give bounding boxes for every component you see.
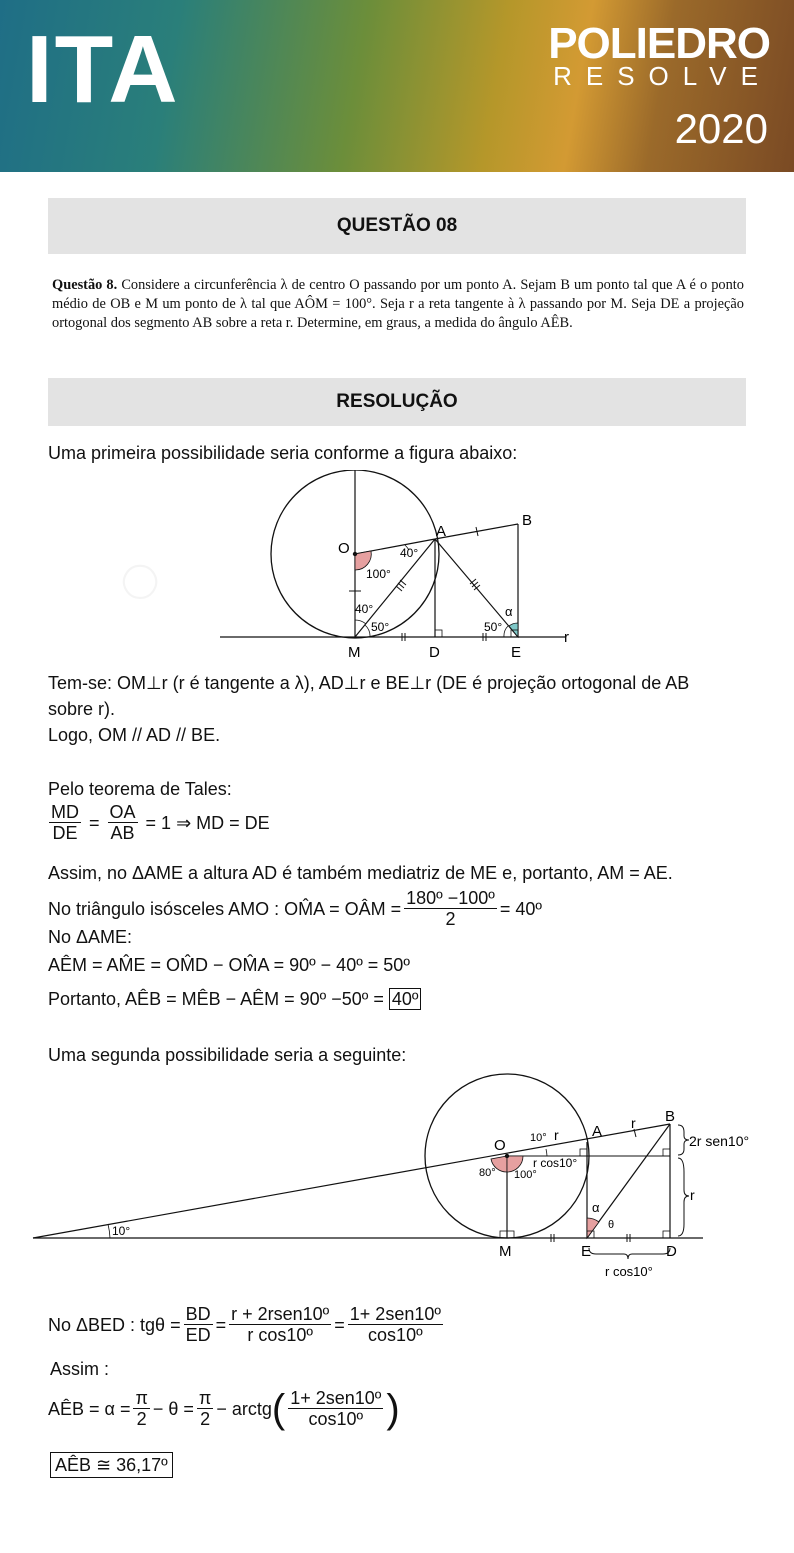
label-r: r bbox=[564, 629, 569, 646]
label-a: A bbox=[436, 523, 447, 540]
question-title: QUESTÃO 08 bbox=[336, 215, 458, 236]
part1-line4: Pelo teorema de Tales: bbox=[48, 779, 232, 799]
label-b: B bbox=[522, 512, 533, 529]
question-title-bar bbox=[48, 198, 746, 254]
part1-line5: Assim, no ΔAME a altura AD é também mediatriz de ME e, portanto, AM = AE. bbox=[48, 863, 673, 883]
brand-subtitle: RESOLVE bbox=[553, 61, 772, 91]
label2-100: 100° bbox=[514, 1169, 537, 1181]
label-alpha: α bbox=[505, 604, 513, 619]
label2-theta: θ bbox=[608, 1219, 615, 1231]
line-through-oab bbox=[33, 1124, 670, 1238]
part1-line7: No ΔAME: bbox=[48, 927, 133, 947]
statement-text: Considere a circunferência λ de centro O passando por um ponto A. Sejam B um ponto tal que A é o ponto médio de OB e M um ponto de λ tal que AÔM = 100°. Seja r a reta tangente à λ passando por M. Seja DE a projeção ortogonal dos segmento AB sobre a reta r. Determine, em graus, a medida do ângulo AÊB. bbox=[52, 277, 744, 331]
label2-rcos-b: r cos10° bbox=[605, 1264, 653, 1279]
label-d: D bbox=[429, 644, 440, 661]
figure-1 bbox=[220, 470, 590, 665]
part1-result: Portanto, AÊB = MÊB − AÊM = 90º −50º = 40º bbox=[48, 988, 421, 1010]
label2-80: 80° bbox=[479, 1167, 496, 1179]
exam-title: ITA bbox=[26, 16, 180, 123]
label2-b: B bbox=[665, 1108, 676, 1125]
label2-r1: r bbox=[554, 1127, 559, 1143]
label2-alpha: α bbox=[592, 1200, 600, 1215]
label-40-a: 40° bbox=[400, 546, 419, 560]
bed-equation: No ΔBED : tgθ = $\frac{BD}{ED}$ = $\frac{\text{r + 2rsen10º}}{\text{r cos10º}}$ = $\frac{\text{1+ 2sen10º}}{\text{cos10º}}$ bbox=[48, 1304, 441, 1345]
label-50-b: 50° bbox=[484, 620, 503, 634]
part1-line1: Tem-se: OM⊥r (r é tangente a λ), AD⊥r e BE⊥r (DE é projeção ortogonal de AB bbox=[48, 673, 690, 693]
label-40-b: 40° bbox=[355, 602, 374, 616]
isosceles-equation: No triângulo isósceles AMO : OM̂A = OÂM = $\frac{\text{180º −100º}}{2}$ = 40º bbox=[48, 888, 542, 929]
statement-label: Questão 8. bbox=[52, 277, 118, 293]
label2-m: M bbox=[499, 1243, 512, 1260]
assim-label: Assim : bbox=[50, 1359, 110, 1379]
label-m: M bbox=[348, 644, 361, 661]
resolution-title: RESOLUÇÃO bbox=[336, 391, 458, 412]
label-o: O bbox=[338, 540, 350, 557]
watermark: ◯ bbox=[113, 554, 166, 606]
part1-line3: Logo, OM // AD // BE. bbox=[48, 725, 221, 745]
label-50-a: 50° bbox=[371, 620, 390, 634]
label2-o: O bbox=[494, 1137, 506, 1154]
part2-intro: Uma segunda possibilidade seria a seguinte: bbox=[48, 1045, 407, 1065]
label2-10a: 10° bbox=[530, 1132, 547, 1144]
brand-logo: POLIEDRO bbox=[548, 19, 770, 68]
exam-year: 2020 bbox=[674, 105, 768, 152]
tales-equation: $\frac{MD}{DE}$ = $\frac{OA}{AB}$ = 1 ⇒ MD = DE bbox=[51, 802, 270, 843]
label2-a: A bbox=[592, 1123, 603, 1140]
label2-r2: r bbox=[631, 1115, 636, 1131]
part1-intro: Uma primeira possibilidade seria conforme a figura abaixo: bbox=[48, 443, 518, 463]
part1-line8: AÊM = AM̂E = OM̂D − OM̂A = 90º − 40º = 50º bbox=[48, 955, 410, 975]
figure-2 bbox=[30, 1072, 790, 1287]
label2-rcos-a: r cos10° bbox=[533, 1156, 578, 1170]
label2-10b: 10° bbox=[112, 1224, 131, 1238]
aeb-equation: AÊB = α = $\frac{\pi}{2}$ − θ = $\frac{\pi}{2}$ − arctg ( $\frac{\text{1+ 2sen10º}}{\text{cos10º}}$ ) bbox=[48, 1386, 400, 1431]
label-e: E bbox=[511, 644, 522, 661]
label2-e: E bbox=[581, 1243, 592, 1260]
question-statement bbox=[52, 276, 744, 333]
label2-d: D bbox=[666, 1243, 677, 1260]
label2-2rsen: 2r sen10° bbox=[689, 1133, 750, 1149]
final-answer bbox=[50, 1454, 173, 1476]
result-box-2: AÊB ≅ 36,17º bbox=[50, 1452, 173, 1478]
segment-be-2 bbox=[587, 1124, 670, 1238]
label2-r3: r bbox=[690, 1187, 695, 1203]
resolution-title-bar bbox=[48, 378, 746, 426]
part1-line2: sobre r). bbox=[48, 699, 116, 719]
label-100: 100° bbox=[366, 567, 391, 581]
page-header bbox=[0, 0, 794, 172]
result-box-1: 40º bbox=[389, 988, 422, 1010]
